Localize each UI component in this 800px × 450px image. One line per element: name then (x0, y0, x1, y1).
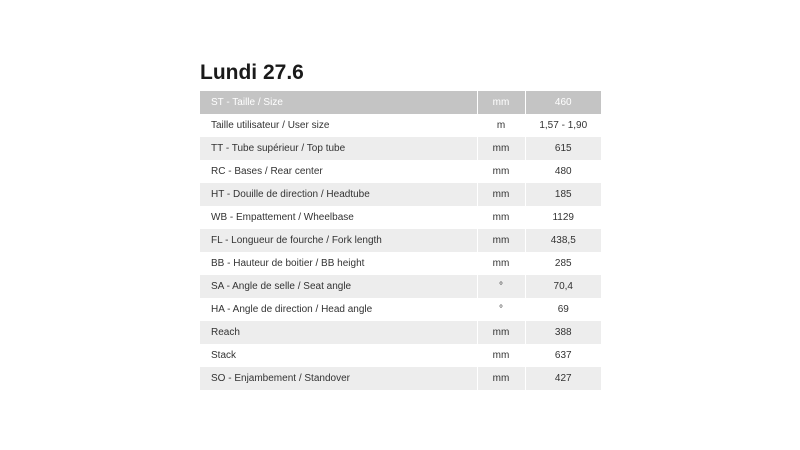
row-value-cell: 438,5 (525, 229, 601, 252)
row-value-cell: 637 (525, 344, 601, 367)
row-label-cell: Taille utilisateur / User size (200, 114, 477, 137)
row-unit-cell: ° (477, 298, 525, 321)
table-row (200, 137, 601, 160)
row-unit-cell: mm (477, 160, 525, 183)
table-row (200, 367, 601, 390)
table-row (200, 275, 601, 298)
table-row (200, 160, 601, 183)
row-unit-cell: mm (477, 183, 525, 206)
row-unit-cell: ° (477, 275, 525, 298)
row-unit-cell: mm (477, 344, 525, 367)
table-row (200, 229, 601, 252)
row-label-cell: SO - Enjambement / Standover (200, 367, 477, 390)
row-value-cell: 480 (525, 160, 601, 183)
row-unit-cell: mm (477, 367, 525, 390)
row-value-cell: 388 (525, 321, 601, 344)
row-label-cell: HT - Douille de direction / Headtube (200, 183, 477, 206)
page-title: Lundi 27.6 (200, 61, 304, 84)
row-label-cell: SA - Angle de selle / Seat angle (200, 275, 477, 298)
row-value-cell: 615 (525, 137, 601, 160)
table-row (200, 344, 601, 367)
table-row (200, 206, 601, 229)
table-row (200, 252, 601, 275)
row-label-cell: WB - Empattement / Wheelbase (200, 206, 477, 229)
table-row (200, 298, 601, 321)
header-value-cell: 460 (525, 91, 601, 114)
table-header-row (200, 91, 601, 114)
row-label-cell: Stack (200, 344, 477, 367)
row-value-cell: 185 (525, 183, 601, 206)
header-unit-cell: mm (477, 91, 525, 114)
row-unit-cell: mm (477, 137, 525, 160)
row-unit-cell: mm (477, 321, 525, 344)
row-value-cell: 285 (525, 252, 601, 275)
row-unit-cell: m (477, 114, 525, 137)
row-unit-cell: mm (477, 206, 525, 229)
row-label-cell: FL - Longueur de fourche / Fork length (200, 229, 477, 252)
row-label-cell: BB - Hauteur de boitier / BB height (200, 252, 477, 275)
row-label-cell: TT - Tube supérieur / Top tube (200, 137, 477, 160)
row-value-cell: 1,57 - 1,90 (525, 114, 601, 137)
table-row (200, 183, 601, 206)
row-value-cell: 427 (525, 367, 601, 390)
row-unit-cell: mm (477, 252, 525, 275)
geometry-table (200, 91, 601, 390)
table-row (200, 114, 601, 137)
row-label-cell: RC - Bases / Rear center (200, 160, 477, 183)
row-label-cell: HA - Angle de direction / Head angle (200, 298, 477, 321)
row-value-cell: 69 (525, 298, 601, 321)
row-label-cell: Reach (200, 321, 477, 344)
header-label-cell: ST - Taille / Size (200, 91, 477, 114)
row-unit-cell: mm (477, 229, 525, 252)
row-value-cell: 70,4 (525, 275, 601, 298)
row-value-cell: 1129 (525, 206, 601, 229)
table-row (200, 321, 601, 344)
